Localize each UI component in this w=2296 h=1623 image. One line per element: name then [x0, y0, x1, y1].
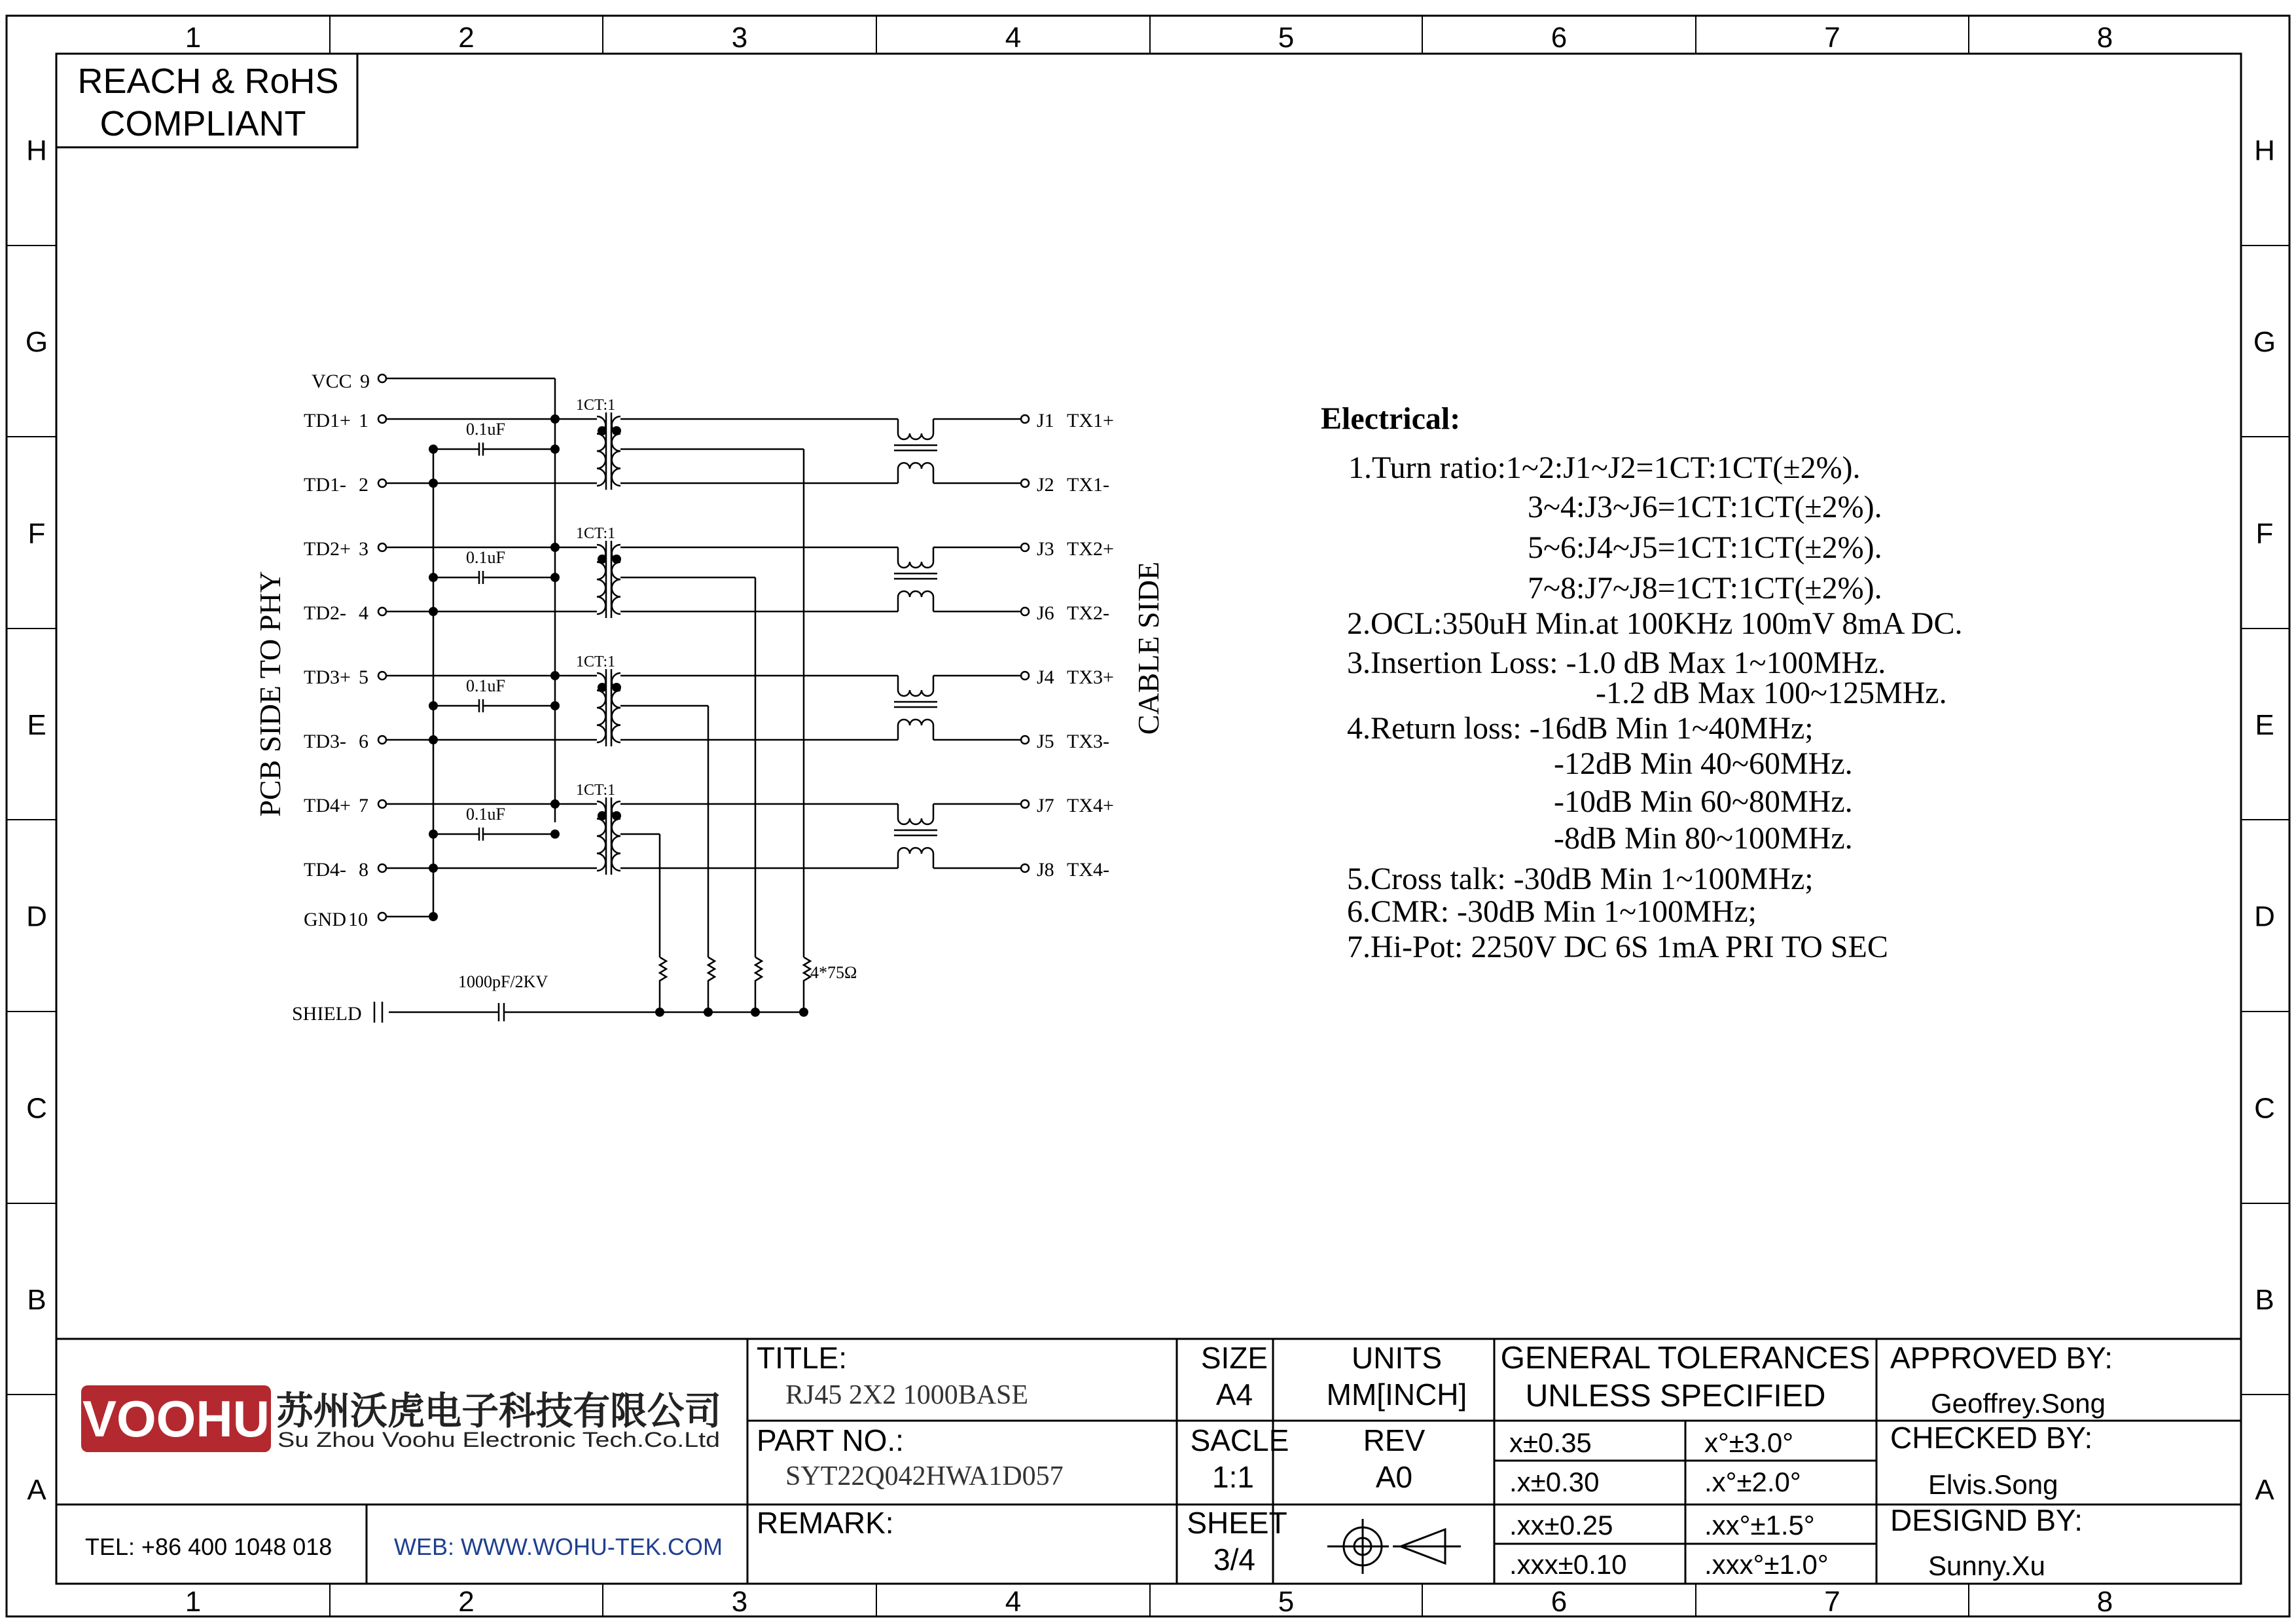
junction-dot	[429, 830, 438, 839]
ch4-minus-label: TD4-	[304, 859, 346, 881]
out-pin-J2	[1021, 479, 1029, 487]
electrical-line-7: -1.2 dB Max 100~125MHz.	[1596, 676, 1947, 710]
out-pin-J6	[1021, 608, 1029, 615]
ch1-minus-pin	[378, 479, 386, 487]
resistor	[660, 957, 666, 1012]
out-pin-number-J8: J8	[1037, 859, 1054, 881]
junction-dot	[598, 426, 607, 435]
zone-column-4-bottom: 4	[1005, 1586, 1022, 1618]
electrical-line-8: 4.Return loss: -16dB Min 1~40MHz;	[1347, 711, 1814, 746]
ch3-minus-pin	[378, 736, 386, 744]
zone-row-E-left: E	[27, 709, 46, 741]
out-pin-J4	[1021, 672, 1029, 680]
junction-dot	[612, 683, 621, 692]
zone-column-4-top: 4	[1005, 22, 1022, 54]
approved-label: APPROVED BY:	[1890, 1341, 2113, 1375]
junction-dot	[550, 414, 560, 424]
zone-column-7-top: 7	[1824, 22, 1840, 54]
electrical-line-3: 5~6:J4~J5=1CT:1CT(±2%).	[1528, 530, 1882, 565]
size-value: A4	[1215, 1377, 1253, 1412]
tolerance-linear-2: .x±0.30	[1509, 1467, 1600, 1497]
ch4-minus-pin	[378, 864, 386, 872]
schematic-labels	[292, 371, 1114, 1025]
resistors-label: 4*75Ω	[810, 963, 857, 982]
resistor	[755, 957, 762, 1012]
zone-column-8-top: 8	[2096, 22, 2113, 54]
out-pin-number-J5: J5	[1037, 731, 1054, 752]
tolerance-angular-2: .x°±2.0°	[1704, 1467, 1801, 1497]
junction-dot	[429, 445, 438, 454]
electrical-line-4: 7~8:J7~J8=1CT:1CT(±2%).	[1528, 571, 1882, 606]
ch3-ratio-label: 1CT:1	[576, 653, 616, 670]
out-pin-J1	[1021, 415, 1029, 423]
out-pin-label-J2: TX1-	[1067, 474, 1109, 496]
company-name-en: Su Zhou Voohu Electronic Tech.Co.Ltd	[278, 1428, 720, 1451]
ch4-minus-pin-number: 8	[359, 859, 368, 881]
vcc-label: VCC	[312, 371, 352, 392]
junction-dot	[612, 555, 621, 564]
gnd-label: GND	[304, 909, 346, 930]
checked-label: CHECKED BY:	[1890, 1421, 2093, 1455]
resistor	[708, 957, 715, 1012]
zone-row-D-right: D	[2254, 900, 2275, 933]
zone-row-F-right: F	[2255, 517, 2274, 550]
junction-dot	[550, 799, 560, 809]
out-pin-number-J4: J4	[1037, 666, 1054, 688]
zone-column-1-top: 1	[185, 22, 202, 54]
junction-dot	[550, 701, 560, 710]
zone-row-H-right: H	[2254, 134, 2275, 167]
junction-dot	[612, 811, 621, 820]
tolerance-title-2: UNLESS SPECIFIED	[1525, 1379, 1826, 1413]
rev-value: A0	[1375, 1460, 1413, 1494]
zone-column-1-bottom: 1	[185, 1586, 202, 1618]
out-pin-number-J7: J7	[1037, 795, 1054, 816]
zone-row-B-right: B	[2255, 1284, 2274, 1316]
ch2-plus-label: TD2+	[304, 538, 351, 560]
ch1-cap-label: 0.1uF	[466, 420, 505, 439]
zone-row-C-right: C	[2254, 1092, 2275, 1125]
junction-dot	[550, 830, 560, 839]
tolerance-angular-1: x°±3.0°	[1704, 1427, 1794, 1458]
junction-dot	[429, 479, 438, 488]
part-value: SYT22Q042HWA1D057	[785, 1461, 1064, 1491]
ch2-minus-pin-number: 4	[359, 602, 368, 624]
ch3-plus-label: TD3+	[304, 666, 351, 688]
ch3-plus-pin	[378, 672, 386, 680]
ch4-cap-label: 0.1uF	[466, 805, 505, 824]
choke-coil	[898, 591, 933, 597]
zone-column-2-bottom: 2	[458, 1586, 475, 1618]
projection-symbol-icon	[1327, 1519, 1461, 1574]
ch2-plus-pin-number: 3	[359, 538, 368, 560]
zone-row-D-left: D	[26, 900, 47, 933]
part-label: PART NO.:	[757, 1423, 904, 1457]
electrical-line-11: -8dB Min 80~100MHz.	[1554, 821, 1853, 856]
junction-dot	[612, 426, 621, 435]
rev-label: REV	[1363, 1423, 1426, 1457]
junction-dot	[598, 683, 607, 692]
zone-row-A-right: A	[2255, 1474, 2274, 1506]
tolerance-linear-4: .xxx±0.10	[1509, 1549, 1627, 1580]
out-pin-J5	[1021, 736, 1029, 744]
shield-cap-label: 1000pF/2KV	[458, 972, 548, 991]
junction-dot	[429, 912, 438, 921]
compliance-box	[56, 54, 357, 147]
compliance-line-1: REACH & RoHS	[77, 62, 339, 101]
out-pin-label-J4: TX3+	[1067, 666, 1114, 688]
out-pin-number-J2: J2	[1037, 474, 1054, 496]
ch1-minus-pin-number: 2	[359, 474, 368, 496]
zone-column-6-bottom: 6	[1551, 1586, 1568, 1618]
ch4-ratio-label: 1CT:1	[576, 782, 616, 799]
junction-dot	[429, 735, 438, 744]
ch3-minus-pin-number: 6	[359, 731, 368, 752]
sheet-value: 3/4	[1213, 1542, 1255, 1577]
cable-side-label: CABLE SIDE	[1132, 561, 1165, 735]
ch3-cap-label: 0.1uF	[466, 676, 505, 695]
zone-row-H-left: H	[26, 134, 47, 167]
remark-label: REMARK:	[757, 1506, 894, 1540]
shield-label: SHIELD	[292, 1003, 362, 1025]
zone-column-3-top: 3	[731, 22, 748, 54]
gnd-pin-number: 10	[348, 909, 368, 930]
junction-dot	[429, 864, 438, 873]
out-pin-number-J1: J1	[1037, 410, 1054, 431]
junction-dot	[429, 607, 438, 616]
electrical-line-6: 3.Insertion Loss: -1.0 dB Max 1~100MHz.	[1347, 646, 1886, 680]
out-pin-label-J7: TX4+	[1067, 795, 1114, 816]
out-pin-label-J8: TX4-	[1067, 859, 1109, 881]
zone-column-7-bottom: 7	[1824, 1586, 1840, 1618]
electrical-heading: Electrical:	[1321, 401, 1461, 436]
zone-row-B-left: B	[27, 1284, 46, 1316]
ch2-cap-label: 0.1uF	[466, 548, 505, 567]
electrical-line-13: 6.CMR: -30dB Min 1~100MHz;	[1347, 894, 1757, 929]
out-pin-label-J5: TX3-	[1067, 731, 1109, 752]
out-pin-label-J1: TX1+	[1067, 410, 1114, 431]
out-pin-J3	[1021, 543, 1029, 551]
resistor	[804, 957, 810, 1012]
vcc-pin	[378, 374, 386, 382]
out-pin-number-J6: J6	[1037, 602, 1054, 624]
ch2-minus-label: TD2-	[304, 602, 346, 624]
zone-grid	[7, 16, 2289, 1618]
zone-column-5-bottom: 5	[1278, 1586, 1295, 1618]
junction-dot	[429, 573, 438, 582]
units-value: MM[INCH]	[1326, 1377, 1467, 1412]
junction-dot	[598, 555, 607, 564]
logo-text: VOOHU	[82, 1390, 270, 1448]
electrical-line-9: -12dB Min 40~60MHz.	[1554, 746, 1853, 781]
vcc-pin-number: 9	[360, 371, 370, 392]
zone-column-8-bottom: 8	[2096, 1586, 2113, 1618]
out-pin-label-J6: TX2-	[1067, 602, 1109, 624]
choke-coil	[898, 433, 933, 439]
company-tel: TEL: +86 400 1048 018	[85, 1533, 332, 1560]
zone-column-2-top: 2	[458, 22, 475, 54]
out-pin-J7	[1021, 800, 1029, 808]
electrical-line-10: -10dB Min 60~80MHz.	[1554, 784, 1853, 819]
scale-label: SACLE	[1190, 1423, 1289, 1457]
company-name-cn: 苏州沃虎电子科技有限公司	[276, 1390, 721, 1432]
ch1-minus-label: TD1-	[304, 474, 346, 496]
junction-dot	[429, 701, 438, 710]
junction-dot	[598, 811, 607, 820]
compliance-line-2: COMPLIANT	[99, 104, 306, 143]
tolerance-linear-1: x±0.35	[1509, 1427, 1592, 1458]
tolerance-title-1: GENERAL TOLERANCES	[1500, 1341, 1871, 1376]
pcb-side-label: PCB SIDE TO PHY	[253, 571, 287, 817]
junction-dot	[550, 445, 560, 454]
ch4-plus-label: TD4+	[304, 795, 351, 816]
zone-row-G-left: G	[25, 326, 48, 358]
units-label: UNITS	[1352, 1341, 1442, 1375]
ch2-ratio-label: 1CT:1	[576, 525, 616, 542]
voohu-logo	[81, 1385, 271, 1452]
designed-value: Sunny.Xu	[1928, 1550, 2046, 1581]
approved-value: Geoffrey.Song	[1931, 1388, 2106, 1419]
zone-column-5-top: 5	[1278, 22, 1295, 54]
zone-row-A-left: A	[27, 1474, 46, 1506]
checked-value: Elvis.Song	[1928, 1469, 2058, 1500]
ch2-minus-pin	[378, 608, 386, 615]
electrical-line-1: 1.Turn ratio:1~2:J1~J2=1CT:1CT(±2%).	[1348, 450, 1861, 485]
choke-coil	[898, 720, 933, 725]
zone-row-E-right: E	[2255, 709, 2274, 741]
tolerance-angular-4: .xxx°±1.0°	[1704, 1549, 1829, 1580]
schematic	[374, 374, 1029, 1023]
ch4-plus-pin-number: 7	[359, 795, 368, 816]
zone-row-F-left: F	[27, 517, 46, 550]
electrical-line-5: 2.OCL:350uH Min.at 100KHz 100mV 8mA DC.	[1347, 606, 1963, 641]
out-pin-label-J3: TX2+	[1067, 538, 1114, 560]
electrical-line-14: 7.Hi-Pot: 2250V DC 6S 1mA PRI TO SEC	[1347, 930, 1888, 964]
title-block	[56, 1339, 2241, 1584]
sheet-label: SHEET	[1187, 1506, 1287, 1540]
title-value: RJ45 2X2 1000BASE	[785, 1380, 1029, 1410]
ch2-plus-pin	[378, 543, 386, 551]
choke-coil	[898, 463, 933, 469]
zone-column-6-top: 6	[1551, 22, 1568, 54]
ch3-plus-pin-number: 5	[359, 666, 368, 688]
choke-coil	[898, 562, 933, 568]
ch1-plus-pin	[378, 415, 386, 423]
electrical-notes	[1321, 401, 1962, 964]
zone-row-C-left: C	[26, 1092, 47, 1125]
electrical-line-12: 5.Cross talk: -30dB Min 1~100MHz;	[1347, 862, 1814, 896]
scale-value: 1:1	[1212, 1460, 1254, 1494]
ch1-plus-label: TD1+	[304, 410, 351, 431]
tolerance-linear-3: .xx±0.25	[1509, 1510, 1613, 1541]
choke-coil	[898, 690, 933, 696]
title-label: TITLE:	[757, 1341, 848, 1375]
junction-dot	[550, 671, 560, 680]
designed-label: DESIGND BY:	[1890, 1503, 2083, 1537]
ch1-plus-pin-number: 1	[359, 410, 368, 431]
out-pin-J8	[1021, 864, 1029, 872]
ch4-plus-pin	[378, 800, 386, 808]
gnd-pin	[378, 913, 386, 921]
choke-coil	[898, 818, 933, 824]
zone-column-3-bottom: 3	[731, 1586, 748, 1618]
zone-row-G-right: G	[2253, 326, 2276, 358]
choke-coil	[898, 848, 933, 854]
ch3-minus-label: TD3-	[304, 731, 346, 752]
junction-dot	[550, 573, 560, 582]
out-pin-number-J3: J3	[1037, 538, 1054, 560]
company-web: WEB: WWW.WOHU-TEK.COM	[394, 1533, 723, 1560]
electrical-line-2: 3~4:J3~J6=1CT:1CT(±2%).	[1528, 490, 1882, 524]
tolerance-angular-3: .xx°±1.5°	[1704, 1510, 1815, 1541]
size-label: SIZE	[1200, 1341, 1268, 1375]
ch1-ratio-label: 1CT:1	[576, 397, 616, 414]
junction-dot	[550, 543, 560, 552]
